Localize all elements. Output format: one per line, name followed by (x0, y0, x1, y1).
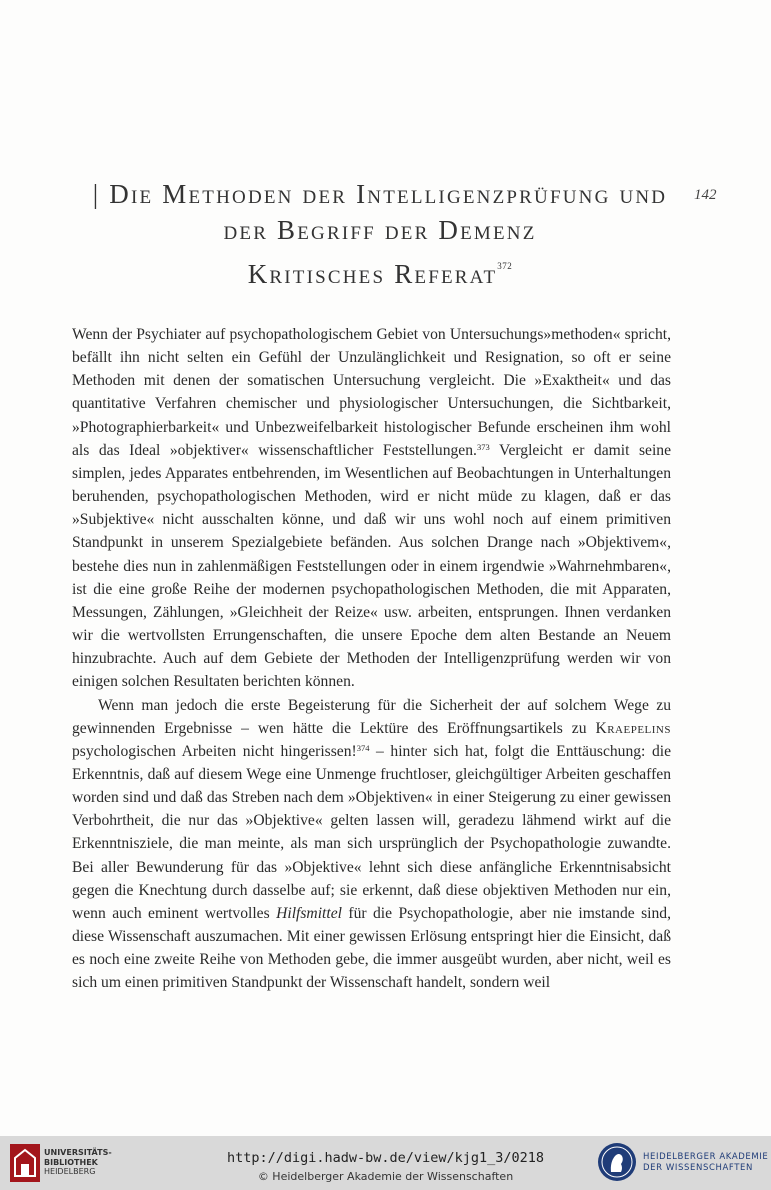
ub-line-2: BIBLIOTHEK (44, 1157, 98, 1167)
heading-line-2: der Begriff der Demenz (223, 215, 537, 245)
paragraph-2-part-4: für die Psychopathologie, aber nie imstande sind, diese Wissenschaft auszumachen. Mit einer gewissen Erlösung entspringt hier die Einsicht, daß es noch eine zweite Reihe von Methoden gebe, die immer ausgeübt wurden, aber nicht, weil es sich um einen primitiven Standpunkt der Wissenschaft handelt, sondern weil (72, 904, 672, 992)
viewer-footer (0, 1136, 771, 1190)
copyright-notice: © Heidelberger Akademie der Wissenschaften (257, 1170, 514, 1183)
ub-line-3: HEIDELBERG (44, 1167, 96, 1176)
paragraph-2-part-1: Wenn man jedoch die erste Begeisterung für die Sicherheit der auf solchem Wege zu gewinnenden Ergebnisse – wen hätte die Lektüre des Eröffnungsartikels zu (72, 696, 671, 737)
paragraph-2 (72, 694, 671, 995)
paragraph-1-part-1: Wenn der Psychiater auf psychopathologischem Gebiet von Untersuchungs»methoden« spricht, befällt ihn nicht selten ein Gefühl der Unzulänglichkeit und Resignation, so oft er seine Methoden mit denen der somatischen Untersuchung vergleicht. Die »Exaktheit« und das quantitative Verfahren chemischer und physiologischer Untersuchungen, die Sichtbarkeit, »Photographierbarkeit« und Unbezweifelbarkeit histologischer Befunde erscheinen ihm wohl als das Ideal »objektiver« wissenschaftlicher Feststellungen. (72, 326, 671, 459)
paragraph-2-part-2: psychologischen Arbeiten nicht hingerissen! (72, 742, 357, 760)
paragraph-2-part-3: – hinter sich hat, folgt die Enttäuschung: die Erkenntnis, daß auf diesem Wege eine Unmenge fruchtloser, gleichgültiger Arbeiten geschaffen worden sind und daß das Streben nach dem »Objektiven« in einer Steigerung zu einer gewissen Verbohrtheit, die nur das »Objektive« gelten lassen will, geradezu lähmend wirkt auf die Erkenntnisziele, die man meinte, als man sich ursprünglich der Psychopathologie zuwandte. Bei aller Bewunderung für das »Objektive« lehnt sich diese anfängliche Erkenntnisabsicht gegen die Knechtung durch dasselbe auf; sie erkennt, daß diese objektiven Methoden nur ein, wenn auch eminent wertvolles (72, 742, 671, 922)
ub-line-1: UNIVERSITÄTS- (44, 1148, 112, 1157)
paragraph-1-part-2: Vergleicht er damit seine simplen, jedes Apparates entbehrenden, im Wesentlichen auf Beobachtungen in Unterhaltungen beruhenden, psychopathologischen Methoden, wird er nicht müde zu klagen, daß er das »Subjektive« nicht ausschalten könne, und daß wir uns wohl noch auf einem primitiven Standpunkt in unserem Spezialgebiete befänden. Aus solchen Drange nach »Objektivem«, bestehe dies nun in zahlenmäßigen Feststellungen oder in einem irgendwie »Wahrnehmbaren«, ist die eine große Reihe der modernen psychopathologischen Methoden, die mit Apparaten, Messungen, Zählungen, »Gleichheit der Reize« usw. arbeiten, entsprungen. Ihnen verdanken wir die wertvollsten Errungenschaften, die unsere Epoche dem alten Bestande an Neuem hinzubrachte. Auch auf dem Gebiete der Methoden der Intelligenzprüfung werden wir von einigen solchen Resultaten berichten können. (72, 441, 672, 691)
footnote-marker-374: 374 (356, 742, 370, 753)
hadw-line-2: DER WISSENSCHAFTEN (643, 1163, 753, 1173)
heading-line-3-text: Kritisches Referat (247, 259, 498, 289)
permalink-url[interactable]: http://digi.hadw-bw.de/view/kjg1_3/0218 (227, 1150, 544, 1166)
heading-line-3 (70, 248, 690, 292)
page-number: 142 (694, 187, 717, 203)
hadw-line-1: HEIDELBERGER AKADEMIE (643, 1152, 769, 1162)
hadw-name[interactable] (643, 1152, 768, 1174)
footnote-marker-373: 373 (476, 441, 490, 452)
heading-line-1: | Die Methoden der Intelligenzprüfung und (92, 179, 668, 209)
heading-footnote-marker: 372 (497, 261, 513, 271)
body-text (72, 323, 671, 995)
author-name-kraepelin: Kraepelins (595, 719, 671, 737)
hadw-seal-logo-icon[interactable] (597, 1142, 637, 1182)
paragraph-1 (72, 323, 671, 694)
chapter-heading (70, 176, 690, 292)
emphasis-hilfsmittel: Hilfsmittel (276, 904, 342, 922)
